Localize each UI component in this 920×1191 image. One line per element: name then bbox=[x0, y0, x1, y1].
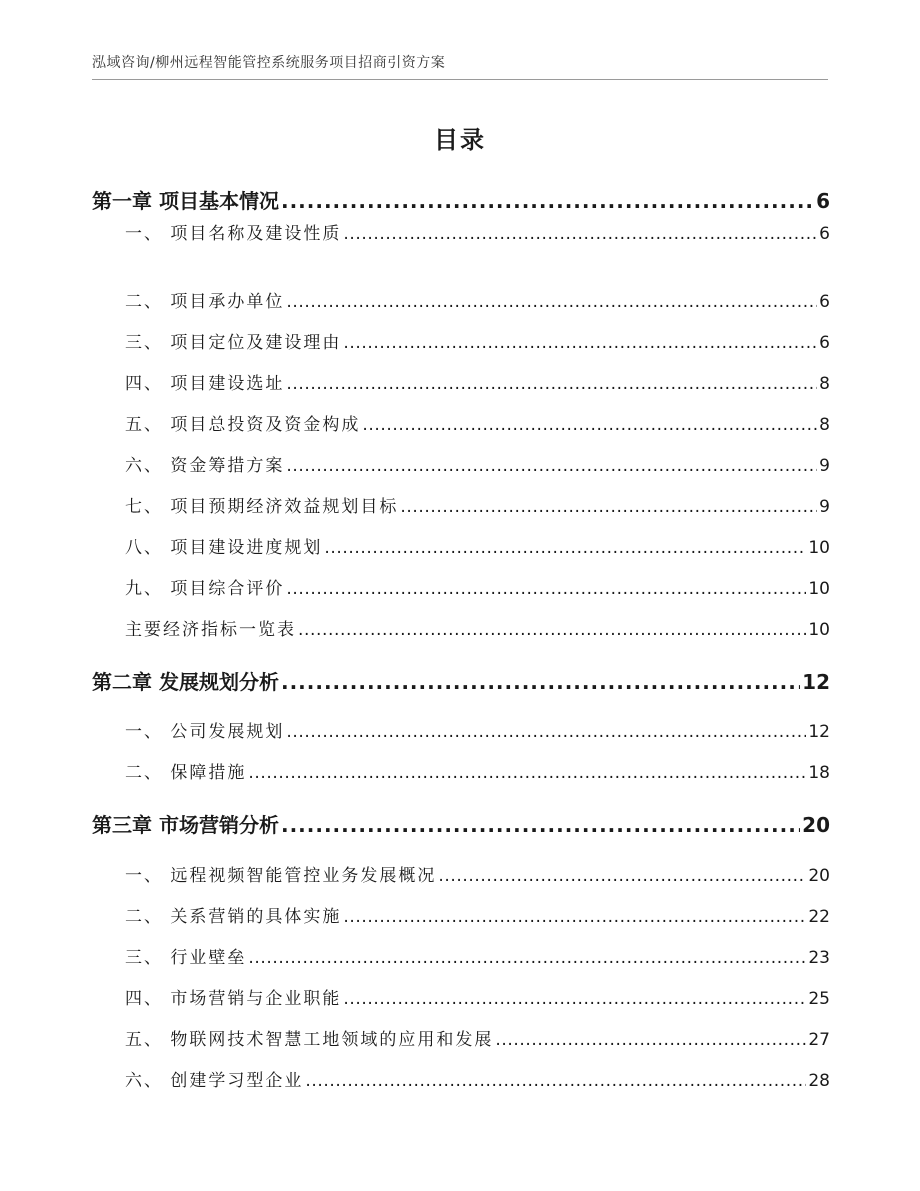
toc-entry-label: 二、 关系营销的具体实施 bbox=[125, 907, 342, 927]
dot-leader bbox=[438, 866, 806, 886]
toc-section-entry[interactable] bbox=[92, 717, 830, 742]
header-divider bbox=[92, 79, 828, 80]
dot-leader bbox=[343, 224, 817, 244]
toc-section-entry[interactable] bbox=[92, 758, 830, 783]
toc-entry-page: 23 bbox=[808, 948, 830, 968]
toc-entry-page: 18 bbox=[808, 763, 830, 783]
toc-entry-page: 9 bbox=[819, 456, 830, 476]
dot-leader bbox=[281, 670, 800, 694]
toc-entry-label: 第三章 市场营销分析 bbox=[92, 813, 279, 837]
dot-leader bbox=[281, 189, 814, 213]
toc-chapter-entry[interactable] bbox=[92, 185, 830, 214]
dot-leader bbox=[343, 989, 806, 1009]
toc-entry-page: 25 bbox=[808, 989, 830, 1009]
toc-entry-label: 一、 远程视频智能管控业务发展概况 bbox=[125, 866, 437, 886]
toc-entry-label: 第二章 发展规划分析 bbox=[92, 670, 279, 694]
toc-entry-page: 8 bbox=[819, 415, 830, 435]
toc-entry-label: 五、 物联网技术智慧工地领域的应用和发展 bbox=[125, 1030, 494, 1050]
toc-entry-label: 二、 项目承办单位 bbox=[125, 292, 285, 312]
toc-entry-label: 九、 项目综合评价 bbox=[125, 579, 285, 599]
toc-section-entry[interactable] bbox=[92, 533, 830, 558]
dot-leader bbox=[324, 538, 806, 558]
toc-entry-page: 10 bbox=[808, 579, 830, 599]
toc-entry-label: 六、 资金筹措方案 bbox=[125, 456, 285, 476]
toc-entry-label: 二、 保障措施 bbox=[125, 763, 247, 783]
toc-section-entry[interactable] bbox=[92, 984, 830, 1009]
dot-leader bbox=[248, 948, 806, 968]
toc-section-entry[interactable] bbox=[92, 410, 830, 435]
toc-entry-label: 一、 项目名称及建设性质 bbox=[125, 224, 342, 244]
toc-entry-label: 第一章 项目基本情况 bbox=[92, 189, 279, 213]
toc-section-entry[interactable] bbox=[92, 574, 830, 599]
toc-section-entry[interactable] bbox=[92, 943, 830, 968]
toc-entry-page: 6 bbox=[819, 224, 830, 244]
toc-section-entry[interactable] bbox=[92, 615, 830, 640]
dot-leader bbox=[286, 292, 817, 312]
toc-section-entry[interactable] bbox=[92, 287, 830, 312]
toc-entry-page: 9 bbox=[819, 497, 830, 517]
toc-entry-label: 一、 公司发展规划 bbox=[125, 722, 285, 742]
dot-leader bbox=[495, 1030, 806, 1050]
toc-section-entry[interactable] bbox=[92, 328, 830, 353]
toc-entry-page: 22 bbox=[808, 907, 830, 927]
toc-section-entry[interactable] bbox=[92, 492, 830, 517]
toc-entry-page: 8 bbox=[819, 374, 830, 394]
toc-section-entry[interactable] bbox=[92, 451, 830, 476]
toc-entry-page: 10 bbox=[808, 620, 830, 640]
toc-entry-page: 20 bbox=[808, 866, 830, 886]
toc-chapter-entry[interactable] bbox=[92, 666, 830, 695]
toc-entry-label: 四、 项目建设选址 bbox=[125, 374, 285, 394]
dot-leader bbox=[400, 497, 817, 517]
toc-section-entry[interactable] bbox=[92, 369, 830, 394]
dot-leader bbox=[343, 333, 817, 353]
dot-leader bbox=[248, 763, 806, 783]
toc-section-entry[interactable] bbox=[92, 861, 830, 886]
toc-entry-page: 12 bbox=[808, 722, 830, 742]
dot-leader bbox=[298, 620, 806, 640]
toc-entry-label: 主要经济指标一览表 bbox=[125, 620, 296, 640]
toc-entry-page: 27 bbox=[808, 1030, 830, 1050]
dot-leader bbox=[362, 415, 817, 435]
dot-leader bbox=[305, 1071, 806, 1091]
toc-entry-label: 八、 项目建设进度规划 bbox=[125, 538, 323, 558]
toc-entry-page: 10 bbox=[808, 538, 830, 558]
toc-entry-page: 20 bbox=[802, 813, 830, 837]
dot-leader bbox=[281, 813, 800, 837]
toc-title: 目录 bbox=[434, 126, 486, 154]
toc-section-entry[interactable] bbox=[92, 219, 830, 244]
toc-entry-page: 28 bbox=[808, 1071, 830, 1091]
toc-entry-page: 6 bbox=[819, 292, 830, 312]
toc-section-entry[interactable] bbox=[92, 1025, 830, 1050]
dot-leader bbox=[343, 907, 806, 927]
toc-entry-label: 七、 项目预期经济效益规划目标 bbox=[125, 497, 399, 517]
toc-section-entry[interactable] bbox=[92, 902, 830, 927]
toc-entry-label: 六、 创建学习型企业 bbox=[125, 1071, 304, 1091]
toc-entry-label: 三、 项目定位及建设理由 bbox=[125, 333, 342, 353]
dot-leader bbox=[286, 722, 806, 742]
dot-leader bbox=[286, 456, 817, 476]
toc-entry-page: 12 bbox=[802, 670, 830, 694]
toc-chapter-entry[interactable] bbox=[92, 809, 830, 838]
running-header: 泓域咨询/柳州远程智能管控系统服务项目招商引资方案 bbox=[92, 55, 446, 71]
toc-entry-label: 五、 项目总投资及资金构成 bbox=[125, 415, 361, 435]
toc-entry-label: 三、 行业壁垒 bbox=[125, 948, 247, 968]
toc-section-entry[interactable] bbox=[92, 1066, 830, 1091]
dot-leader bbox=[286, 579, 806, 599]
toc-entry-label: 四、 市场营销与企业职能 bbox=[125, 989, 342, 1009]
dot-leader bbox=[286, 374, 817, 394]
toc-entry-page: 6 bbox=[819, 333, 830, 353]
toc-entry-page: 6 bbox=[816, 189, 830, 213]
